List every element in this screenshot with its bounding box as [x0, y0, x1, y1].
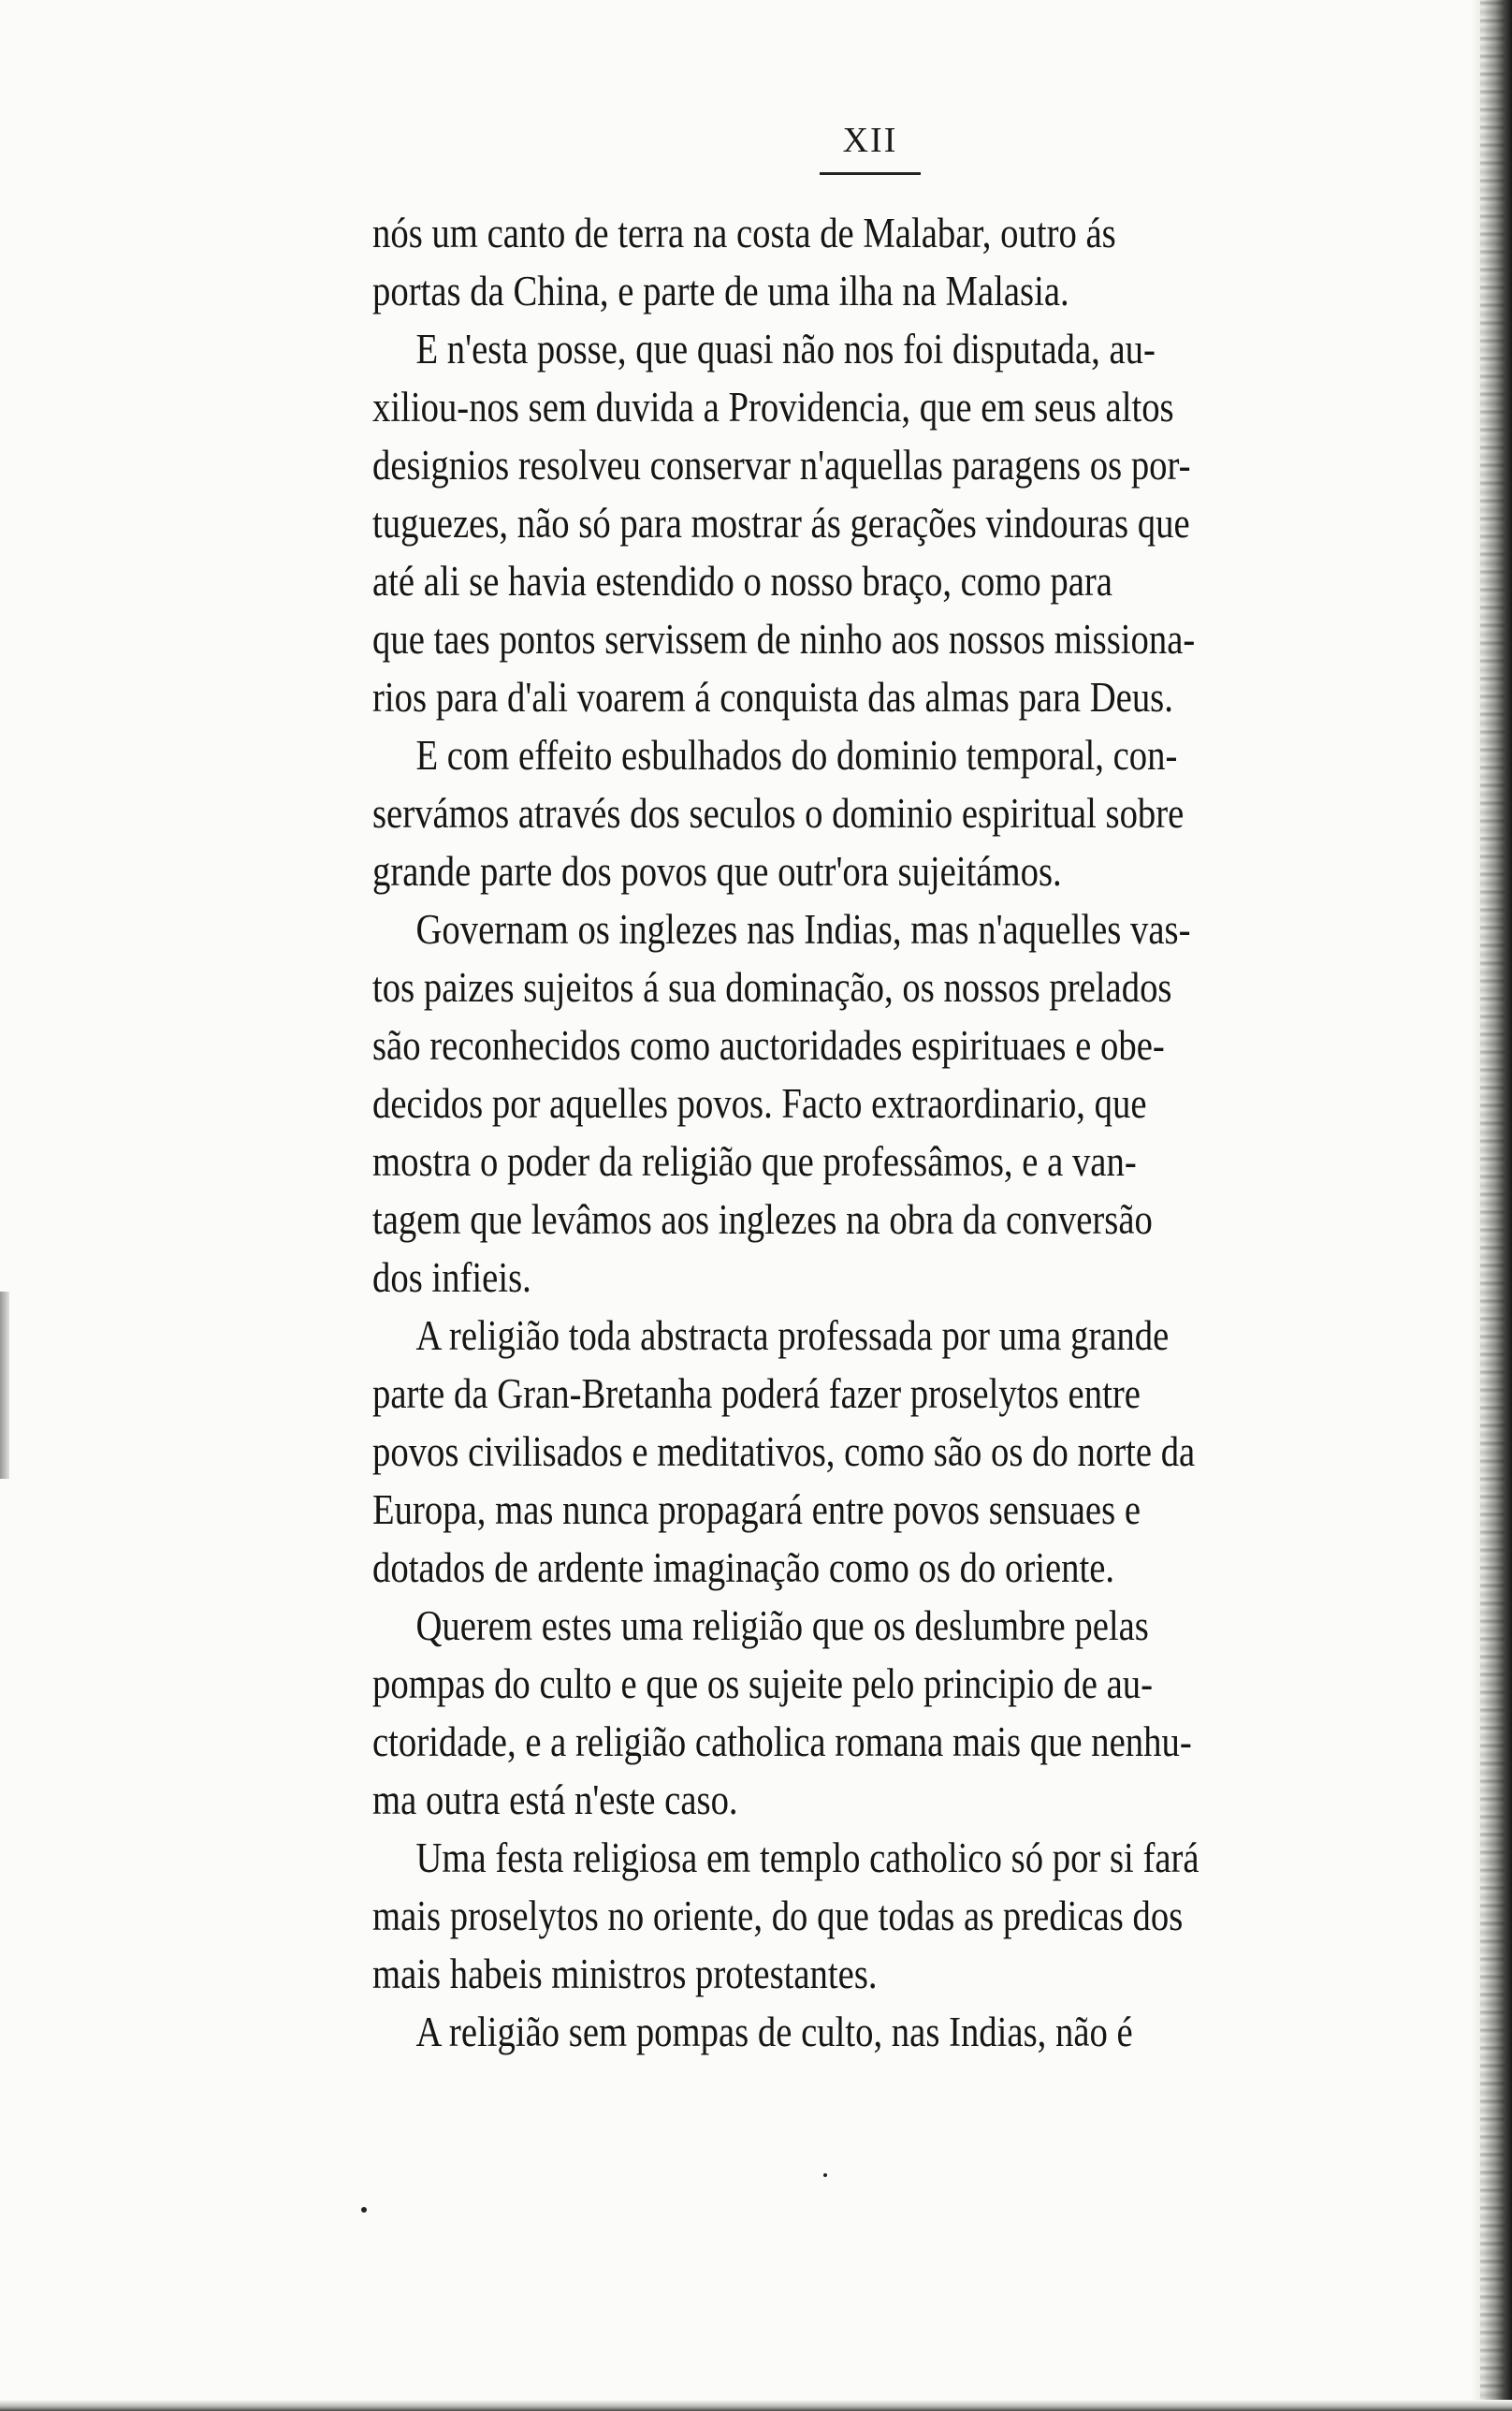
text-line: A religião toda abstracta professada por uma grande	[415, 1312, 1170, 1359]
text-line: que taes pontos servissem de ninho aos nossos missiona-	[372, 616, 1196, 663]
binding-shadow	[0, 1292, 9, 1479]
text-line: grande parte dos povos que outr'ora sujeitámos.	[372, 848, 1062, 895]
text-line: até ali se havia estendido o nosso braço, como para	[372, 558, 1112, 605]
text-line: povos civilisados e meditativos, como são os do norte da	[372, 1428, 1196, 1475]
text-line: dotados de ardente imaginação como os do oriente.	[372, 1544, 1115, 1591]
text-line: Querem estes uma religião que os deslumbre pelas	[415, 1602, 1149, 1649]
text-line: servámos através dos seculos o dominio espiritual sobre	[372, 790, 1185, 837]
text-line: A religião sem pompas de culto, nas Indias, não é	[415, 2009, 1133, 2055]
text-line: decidos por aquelles povos. Facto extraordinario, que	[372, 1080, 1147, 1127]
body-text	[372, 204, 1372, 2061]
text-line: mostra o poder da religião que professâmos, e a van-	[372, 1138, 1137, 1185]
text-line: portas da China, e parte de uma ilha na Malasia.	[372, 268, 1069, 314]
text-line: ctoridade, e a religião catholica romana mais que nenhu-	[372, 1718, 1192, 1765]
text-line: Governam os inglezes nas Indias, mas n'aquelles vas-	[415, 906, 1191, 953]
text-line: rios para d'ali voarem á conquista das almas para Deus.	[372, 674, 1173, 721]
page-number: XII	[842, 121, 898, 160]
page-edge-speckle	[1480, 0, 1505, 2411]
text-line: pompas do culto e que os sujeite pelo principio de au-	[372, 1660, 1153, 1707]
bottom-edge-shadow	[0, 2400, 1512, 2411]
text-line: parte da Gran-Bretanha poderá fazer proselytos entre	[372, 1370, 1141, 1417]
text-line: tos paizes sujeitos á sua dominação, os nossos prelados	[372, 964, 1172, 1011]
text-line: nós um canto de terra na costa de Malabar, outro ás	[372, 210, 1116, 256]
text-line: mais proselytos no oriente, do que todas as predicas dos	[372, 1892, 1184, 1939]
text-line: E com effeito esbulhados do dominio temporal, con-	[415, 732, 1178, 779]
text-line: dos infieis.	[372, 1254, 531, 1301]
text-line: ma outra está n'este caso.	[372, 1776, 738, 1823]
text-line: Uma festa religiosa em templo catholico só por si fará	[415, 1834, 1199, 1881]
text-line: designios resolveu conservar n'aquellas paragens os por-	[372, 442, 1191, 489]
text-line: xiliou-nos sem duvida a Providencia, que em seus altos	[372, 384, 1174, 431]
page-number-rule	[820, 172, 921, 175]
text-line: tuguezes, não só para mostrar ás gerações vindouras que	[372, 500, 1190, 547]
ink-speck	[361, 2207, 367, 2213]
text-line: são reconhecidos como auctoridades espirituaes e obe-	[372, 1022, 1165, 1069]
text-line: Europa, mas nunca propagará entre povos sensuaes e	[372, 1486, 1141, 1533]
text-line: mais habeis ministros protestantes.	[372, 1951, 878, 1997]
text-line: E n'esta posse, que quasi não nos foi disputada, au-	[415, 326, 1156, 373]
ink-speck	[823, 2173, 827, 2177]
text-line: tagem que levâmos aos inglezes na obra da conversão	[372, 1196, 1153, 1243]
